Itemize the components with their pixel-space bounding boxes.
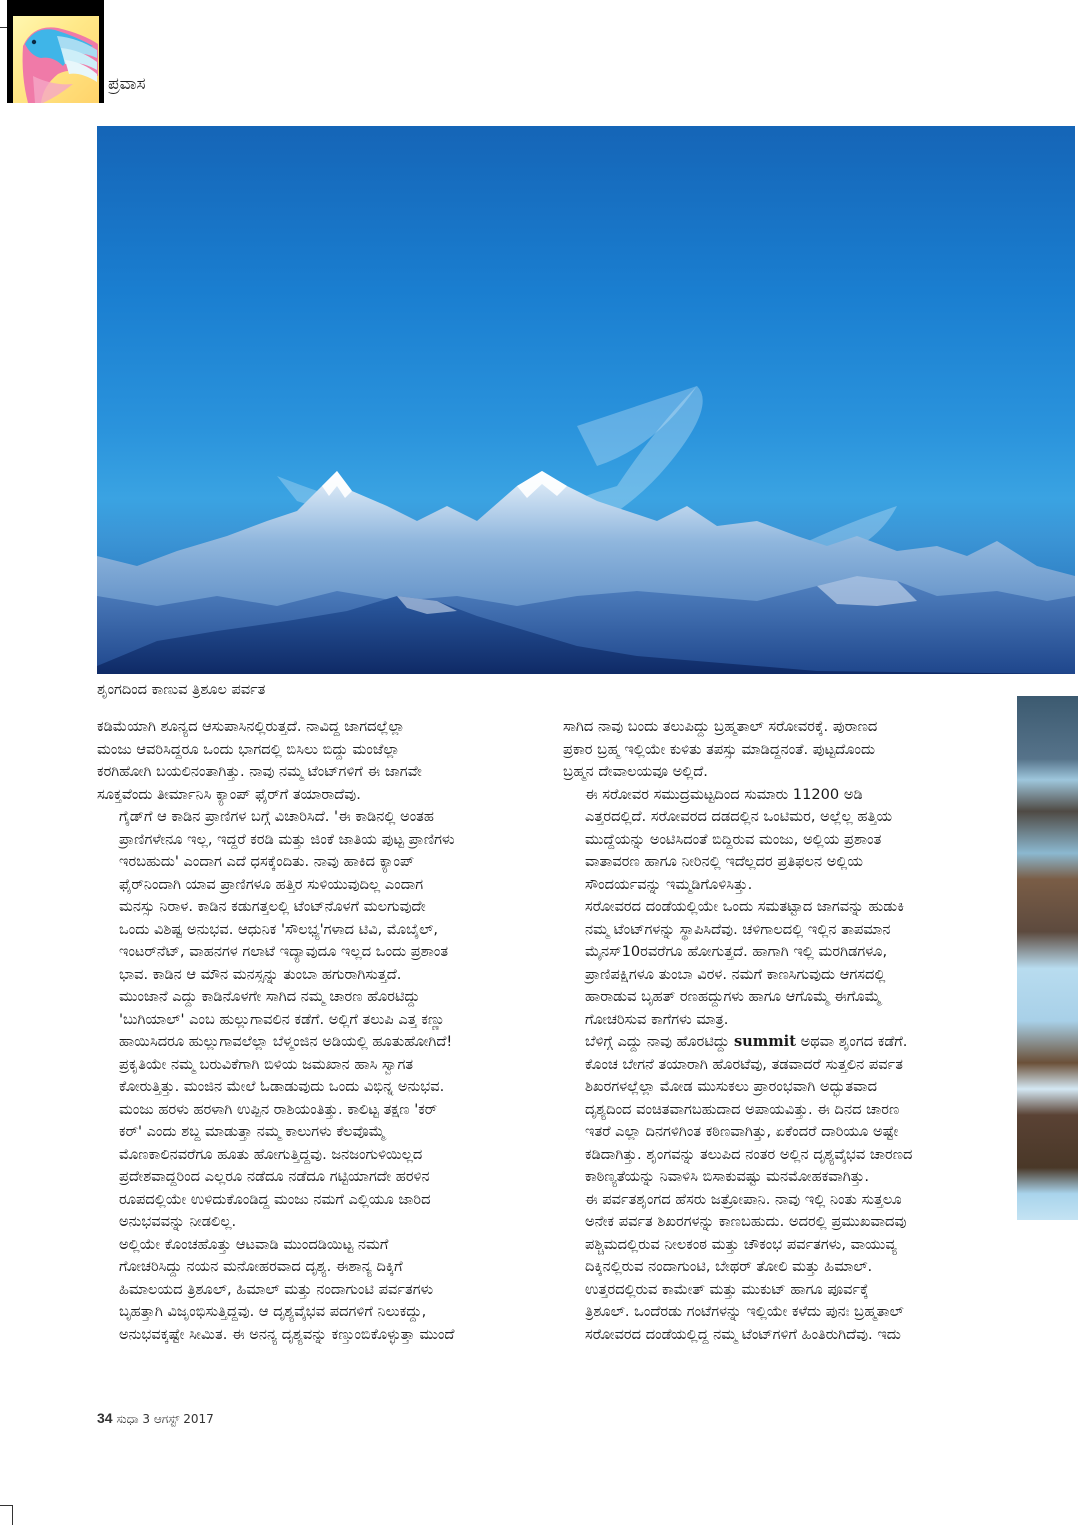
article-paragraph — [563, 1031, 967, 1189]
article-column-left — [97, 716, 535, 1346]
text-line: ಸೌಂದರ್ಯವನ್ನು ಇಮ್ಮಡಿಗೊಳಿಸಿತ್ತು. — [585, 875, 753, 893]
text-line: ಸರೋವರದ ದಂಡೆಯಲ್ಲಿಯೇ ಒಂದು ಸಮತಟ್ಟಾದ ಜಾಗವನ್ನು ಹುಡುಕಿ — [585, 898, 905, 915]
article-column-right — [563, 716, 967, 1346]
text-line: ಹಾಯಿಸಿದರೂ ಹುಲ್ಲುಗಾವಲೆಲ್ಲಾ ಬೆಳ್ಮಂಜಿನ ಅಡಿಯಲ್ಲಿ ಹೂತುಹೋಗಿದೆ! — [119, 1033, 453, 1050]
text-line: ಮೊಣಕಾಲಿನವರೆಗೂ ಹೂತು ಹೋಗುತ್ತಿದ್ದವು. ಜನಜಂಗುಳಿಯಿಲ್ಲದ — [119, 1145, 423, 1163]
text-line: ಮುದ್ದೆಯನ್ನು ಅಂಟಿಸಿದಂತೆ ಬಿದ್ದಿರುವ ಮಂಜು, ಅಲ್ಲಿಯ ಪ್ರಶಾಂತ — [585, 830, 882, 848]
section-label: ಪ್ರವಾಸ — [108, 74, 146, 94]
text-line: ಬ್ರಹ್ಮನ ದೇವಾಲಯವೂ ಅಲ್ಲಿದೆ. — [563, 763, 708, 780]
text-line: ಪಶ್ಚಿಮದಲ್ಲಿರುವ ನೀಲಕಂಠ ಮತ್ತು ಚೌಕಂಭ ಪರ್ವತಗಳು, ವಾಯುವ್ಯ — [585, 1235, 897, 1253]
text-line: ಮುಂಜಾನೆ ಎದ್ದು ಕಾಡಿನೊಳಗೇ ಸಾಗಿದ ನಮ್ಮ ಚಾರಣ ಹೊರಟಿದ್ದು — [119, 988, 420, 1005]
photo-caption: ಶೃಂಗದಿಂದ ಕಾಣುವ ತ್ರಿಶೂಲ ಪರ್ವತ — [97, 682, 266, 698]
text-line: ಎತ್ತರದಲ್ಲಿದೆ. ಸರೋವರದ ದಡದಲ್ಲಿನ ಒಂಟಿಮರ, ಅಲ್ಲೆಲ್ಲ ಹತ್ತಿಯ — [585, 808, 893, 825]
text-line: ಪ್ರಕಾರ ಬ್ರಹ್ಮ ಇಲ್ಲಿಯೇ ಕುಳಿತು ತಪಸ್ಸು ಮಾಡಿದ್ದನಂತೆ. ಪುಟ್ಟದೊಂದು — [563, 740, 876, 758]
article-paragraph — [97, 986, 535, 1234]
text-line: ದೃಶ್ಯದಿಂದ ವಂಚಿತವಾಗಬಹುದಾದ ಅಪಾಯವಿತ್ತು. ಈ ದಿನದ ಚಾರಣ — [585, 1100, 900, 1118]
text-line: ಸೂಕ್ತವೆಂದು ತೀರ್ಮಾನಿಸಿ ಕ್ಯಾಂಪ್ ಫೈರ್‌ಗೆ ತಯಾರಾದೆವು. — [97, 785, 361, 803]
text-line: ಸರೋವರದ ದಂಡೆಯಲ್ಲಿದ್ದ ನಮ್ಮ ಟೆಂಟ್‌ಗಳಿಗೆ ಹಿಂತಿರುಗಿದೆವು. ಇದು — [585, 1325, 901, 1343]
article-paragraph — [563, 1189, 967, 1347]
magazine-name: ಸುಧಾ — [116, 1412, 139, 1426]
text-line: ಹಿಮಾಲಯದ ತ್ರಿಶೂಲ್, ಹಿಮಾಲ್ ಮತ್ತು ನಂದಾಗುಂಟಿ ಪರ್ವತಗಳು — [119, 1280, 434, 1298]
article-paragraph — [563, 784, 967, 897]
text-line: ಸಾಗಿದ ನಾವು ಬಂದು ತಲುಪಿದ್ದು ಬ್ರಹ್ಮತಾಲ್ ಸರೋವರಕ್ಕೆ. ಪುರಾಣದ — [563, 718, 878, 735]
text-line: ಶಿಖರಗಳಲ್ಲೆಲ್ಲಾ ಮೋಡ ಮುಸುಕಲು ಪ್ರಾರಂಭವಾಗಿ ಅದ್ಭುತವಾದ — [585, 1078, 878, 1095]
text-line: ಅನುಭವವನ್ನು ನೀಡಲಿಲ್ಲ. — [119, 1213, 237, 1230]
page-footer — [97, 1410, 214, 1427]
text-line: ಒಂದು ವಿಶಿಷ್ಟ ಅನುಭವ. ಆಧುನಿಕ 'ಸೌಲಭ್ಯ'ಗಳಾದ ಟಿವಿ, ಮೊಬೈಲ್, — [119, 920, 439, 938]
text-line: ಕರ್' ಎಂದು ಶಬ್ದ ಮಾಡುತ್ತಾ ನಮ್ಮ ಕಾಲುಗಳು ಕೆಲವೊಮ್ಮೆ — [119, 1123, 386, 1140]
text-line: ಹಾರಾಡುವ ಬೃಹತ್ ರಣಹದ್ದುಗಳು ಹಾಗೂ ಆಗೊಮ್ಮೆ ಈಗೊಮ್ಮೆ — [585, 988, 882, 1005]
text-line: ಪ್ರಾಣಿಪಕ್ಷಿಗಳೂ ತುಂಬಾ ವಿರಳ. ನಮಗೆ ಕಾಣಸಿಗುವುದು ಆಗಸದಲ್ಲಿ — [585, 965, 886, 983]
article-paragraph — [97, 1234, 535, 1347]
text-line: ಬೃಹತ್ತಾಗಿ ವಿಜೃಂಭಿಸುತ್ತಿದ್ದವು. ಆ ದೃಶ್ಯವೈಭವ ಪದಗಳಿಗೆ ನಿಲುಕದ್ದು, — [119, 1303, 427, 1320]
text-line: ಇರಬಹುದು' ಎಂದಾಗ ಎದೆ ಧಸಕ್ಕೆಂದಿತು. ನಾವು ಹಾಕಿದ ಕ್ಯಾಂಪ್ — [119, 853, 415, 870]
text-line: ಇಂಟರ್‌ನೆಟ್, ವಾಹನಗಳ ಗಲಾಟೆ ಇದ್ಯಾವುದೂ ಇಲ್ಲದ ಒಂದು ಪ್ರಶಾಂತ — [119, 943, 449, 960]
crop-mark — [0, 1505, 12, 1506]
hero-photo — [97, 126, 1075, 674]
text-line: ಕೊಂಚ ಬೇಗನೆ ತಯಾರಾಗಿ ಹೊರಟೆವು, ತಡವಾದರೆ ಸುತ್ತಲಿನ ಪರ್ವತ — [585, 1055, 903, 1073]
text-line: ಕಡಿಮೆಯಾಗಿ ಶೂನ್ಯದ ಆಸುಪಾಸಿನಲ್ಲಿರುತ್ತದೆ. ನಾವಿದ್ದ ಜಾಗದಲ್ಲೆಲ್ಲಾ — [97, 718, 405, 735]
text-line: ಮೈನಸ್10ರವರೆಗೂ ಹೋಗುತ್ತದೆ. ಹಾಗಾಗಿ ಇಲ್ಲಿ ಮರಗಿಡಗಳೂ, — [585, 943, 888, 960]
page-number: 34 — [97, 1410, 113, 1426]
text-line: ಬೆಳಿಗ್ಗೆ ಎದ್ದು ನಾವು ಹೊರಟಿದ್ದು summit ಅಥವಾ ಶೃಂಗದ ಕಡೆಗೆ. — [585, 1033, 908, 1050]
text-line: ಕೋರುತ್ತಿತ್ತು. ಮಂಜಿನ ಮೇಲೆ ಓಡಾಡುವುದು ಒಂದು ವಿಭಿನ್ನ ಅನುಭವ. — [119, 1078, 445, 1095]
crop-mark — [0, 27, 7, 28]
text-line: ಅನುಭವಕ್ಕಷ್ಟೇ ಸೀಮಿತ. ಈ ಅನನ್ಯ ದೃಶ್ಯವನ್ನು ಕಣ್ತುಂಬಿಕೊಳ್ಳುತ್ತಾ ಮುಂದೆ — [119, 1325, 455, 1343]
bird-logo-icon — [13, 16, 99, 103]
text-line: ಅನೇಕ ಪರ್ವತ ಶಿಖರಗಳನ್ನು ಕಾಣಬಹುದು. ಅದರಲ್ಲಿ ಪ್ರಮುಖವಾದವು — [585, 1213, 907, 1230]
text-line: ವಾತಾವರಣ ಹಾಗೂ ನೀರಿನಲ್ಲಿ ಇದೆಲ್ಲದರ ಪ್ರತಿಫಲನ ಅಲ್ಲಿಯ — [585, 853, 863, 870]
text-line: ಗೋಚರಿಸಿದ್ದು ನಯನ ಮನೋಹರವಾದ ದೃಶ್ಯ. ಈಶಾನ್ಯ ದಿಕ್ಕಿಗೆ — [119, 1258, 403, 1275]
text-line: ಇತರೆ ಎಲ್ಲಾ ದಿನಗಳಿಗಿಂತ ಕಠಿಣವಾಗಿತ್ತು, ಏಕೆಂದರೆ ದಾರಿಯೂ ಅಷ್ಟೇ — [585, 1123, 899, 1140]
article-paragraph — [563, 896, 967, 1031]
text-line: 'ಬುಗಿಯಾಲ್' ಎಂಬ ಹುಲ್ಲುಗಾವಲಿನ ಕಡೆಗೆ. ಅಲ್ಲಿಗೆ ತಲುಪಿ ಎತ್ತ ಕಣ್ಣು — [119, 1010, 445, 1028]
side-photo — [1017, 696, 1078, 1220]
text-line: ರೂಪದಲ್ಲಿಯೇ ಉಳಿದುಕೊಂಡಿದ್ದ ಮಂಜು ನಮಗೆ ಎಲ್ಲಿಯೂ ಜಾರಿದ — [119, 1190, 431, 1208]
text-line: ಕರಗಿಹೋಗಿ ಬಯಲಿನಂತಾಗಿತ್ತು. ನಾವು ನಮ್ಮ ಟೆಂಟ್‌ಗಳಿಗೆ ಈ ಜಾಗವೇ — [97, 763, 422, 780]
text-line: ಮನಸ್ಸು ನಿರಾಳ. ಕಾಡಿನ ಕಡುಗತ್ತಲಲ್ಲಿ ಟೆಂಟ್‌ನೊಳಗೆ ಮಲಗುವುದೇ — [119, 898, 426, 915]
article-paragraph — [97, 716, 535, 806]
text-line: ಗೋಚರಿಸುವ ಕಾಗೆಗಳು ಮಾತ್ರ. — [585, 1010, 729, 1028]
crop-mark — [12, 1505, 13, 1525]
text-line: ಉತ್ತರದಲ್ಲಿರುವ ಕಾಮೇತ್ ಮತ್ತು ಮುಕುಟ್ ಹಾಗೂ ಪೂರ್ವಕ್ಕೆ — [585, 1280, 869, 1298]
issue-date: 3 ಆಗಸ್ಟ್ 2017 — [142, 1412, 214, 1426]
text-line: ಅಲ್ಲಿಯೇ ಕೊಂಚಹೊತ್ತು ಆಟವಾಡಿ ಮುಂದಡಿಯಿಟ್ಟ ನಮಗೆ — [119, 1235, 389, 1253]
text-line: ಈ ಸರೋವರ ಸಮುದ್ರಮಟ್ಟದಿಂದ ಸುಮಾರು 11200 ಅಡಿ — [585, 785, 863, 803]
text-line: ಕಾಠಿಣ್ಯತೆಯನ್ನು ನಿವಾಳಿಸಿ ಬಿಸಾಕುವಷ್ಟು ಮನಮೋಹಕವಾಗಿತ್ತು. — [585, 1168, 870, 1185]
text-line: ಪ್ರಾಣಿಗಳೇನೂ ಇಲ್ಲ, ಇದ್ದರೆ ಕರಡಿ ಮತ್ತು ಜಿಂಕೆ ಜಾತಿಯ ಪುಟ್ಟ ಪ್ರಾಣಿಗಳು — [119, 830, 455, 848]
text-line: ಗೈಡ್‌ಗೆ ಆ ಕಾಡಿನ ಪ್ರಾಣಿಗಳ ಬಗ್ಗೆ ವಿಚಾರಿಸಿದೆ. 'ಈ ಕಾಡಿನಲ್ಲಿ ಅಂತಹ — [119, 808, 435, 825]
article-paragraph — [97, 806, 535, 986]
text-line: ಪ್ರದೇಶವಾದ್ದರಿಂದ ಎಲ್ಲರೂ ನಡೆದೂ ನಡೆದೂ ಗಟ್ಟಿಯಾಗದೇ ಹರಳಿನ — [119, 1168, 430, 1185]
article-paragraph — [563, 716, 967, 784]
text-line: ಭಾವ. ಕಾಡಿನ ಆ ಮೌನ ಮನಸ್ಸನ್ನು ತುಂಬಾ ಹಗುರಾಗಿಸುತ್ತದೆ. — [119, 965, 402, 983]
text-line: ತ್ರಿಶೂಲ್. ಒಂದೆರಡು ಗಂಟೆಗಳನ್ನು ಇಲ್ಲಿಯೇ ಕಳೆದು ಪುನಃ ಬ್ರಹ್ಮತಾಲ್ — [585, 1303, 904, 1320]
text-line: ದಿಕ್ಕಿನಲ್ಲಿರುವ ನಂದಾಗುಂಟಿ, ಬೇಥರ್ ತೋಲಿ ಮತ್ತು ಹಿಮಾಲ್. — [585, 1258, 873, 1275]
text-line: ಮಂಜು ಆವರಿಸಿದ್ದರೂ ಒಂದು ಭಾಗದಲ್ಲಿ ಬಿಸಿಲು ಬಿದ್ದು ಮಂಜೆಲ್ಲಾ — [97, 740, 400, 758]
text-line: ಫೈರ್‌ನಿಂದಾಗಿ ಯಾವ ಪ್ರಾಣಿಗಳೂ ಹತ್ತಿರ ಸುಳಿಯುವುದಿಲ್ಲ ಎಂದಾಗ — [119, 875, 424, 893]
text-line: ಈ ಪರ್ವತಶೃಂಗದ ಹೆಸರು ಜತ್ರೋಪಾನಿ. ನಾವು ಇಲ್ಲಿ ನಿಂತು ಸುತ್ತಲೂ — [585, 1190, 902, 1208]
text-line: ಪ್ರಕೃತಿಯೇ ನಮ್ಮ ಬರುವಿಕೆಗಾಗಿ ಬಿಳಿಯ ಜಮಖಾನ ಹಾಸಿ ಸ್ವಾಗತ — [119, 1055, 414, 1073]
text-line: ನಮ್ಮ ಟೆಂಟ್‌ಗಳನ್ನು ಸ್ಥಾಪಿಸಿದೆವು. ಚಳಿಗಾಲದಲ್ಲಿ ಇಲ್ಲಿನ ತಾಪಮಾನ — [585, 920, 891, 938]
text-line: ಮಂಜು ಹರಳು ಹರಳಾಗಿ ಉಪ್ಪಿನ ರಾಶಿಯಂತಿತ್ತು. ಕಾಲಿಟ್ಟ ತಕ್ಷಣ 'ಕರ್ — [119, 1100, 438, 1118]
text-line: ಕಡಿದಾಗಿತ್ತು. ಶೃಂಗವನ್ನು ತಲುಪಿದ ನಂತರ ಅಲ್ಲಿನ ದೃಶ್ಯವೈಭವ ಚಾರಣದ — [585, 1145, 913, 1163]
